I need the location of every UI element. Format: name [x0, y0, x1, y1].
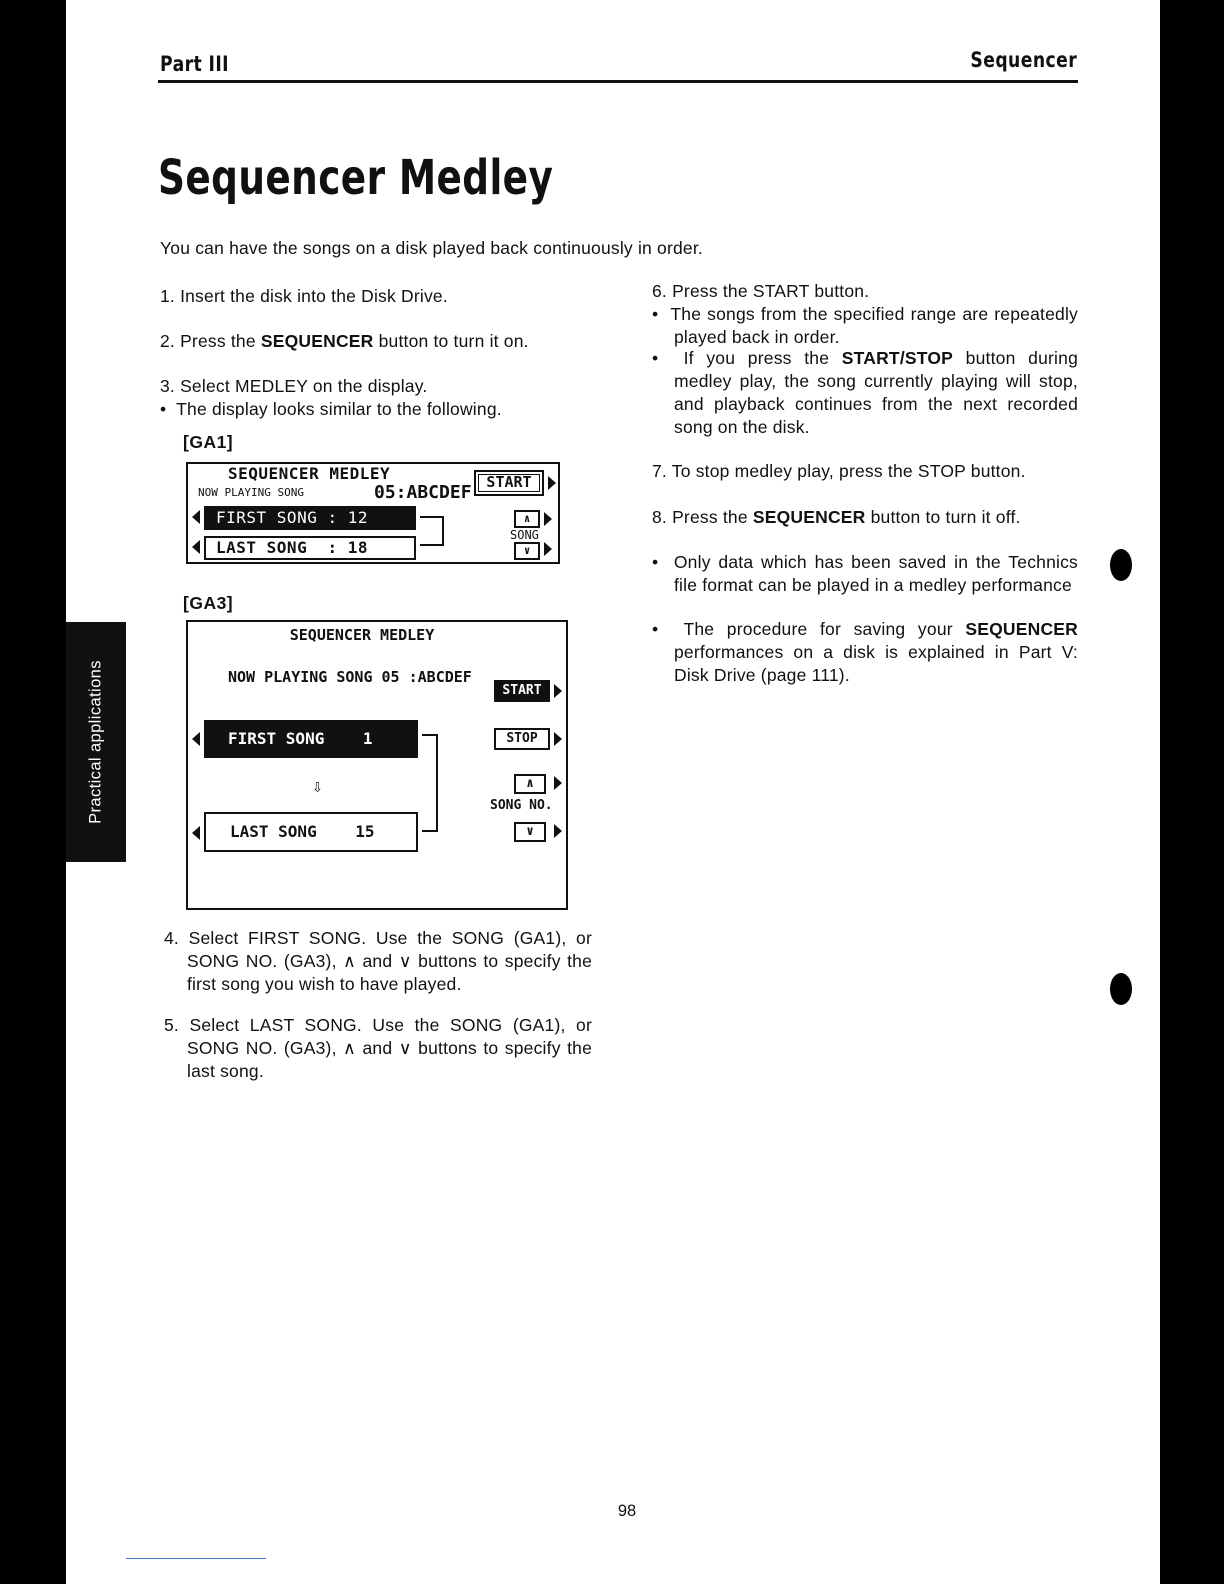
left-arrow-icon [192, 540, 200, 554]
ga1-title: SEQUENCER MEDLEY [228, 464, 391, 483]
right-arrow-icon [544, 542, 552, 556]
scan-border-left [0, 0, 66, 1584]
right-arrow-icon [554, 776, 562, 790]
binder-hole-icon [1110, 549, 1132, 581]
scan-border-right [1160, 0, 1224, 1584]
step-1: 1. Insert the disk into the Disk Drive. [160, 286, 448, 306]
right-arrow-icon [554, 824, 562, 838]
page-title: Sequencer Medley [158, 150, 554, 206]
step-8: 8. Press the SEQUENCER button to turn it off. [652, 507, 1021, 527]
note-1: • Only data which has been saved in the Technics file format can be played in a medley performance [652, 552, 1078, 595]
ga3-song-down-button[interactable]: ∨ [514, 822, 546, 842]
range-bracket [422, 734, 438, 832]
ga1-last-song[interactable]: LAST SONG : 18 [204, 536, 416, 560]
step-3-bullet: • The display looks similar to the following. [160, 399, 502, 419]
note-2: • The procedure for saving your SEQUENCER performances on a disk is explained in Part V: Disk Drive (page 111). [652, 619, 1079, 685]
binder-hole-icon [1110, 973, 1132, 1005]
step-6-bullet-1: • The songs from the specified range are repeatedly played back in order. [652, 304, 1079, 347]
step-7: 7. To stop medley play, press the STOP button. [652, 461, 1026, 481]
side-tab-label: Practical applications [86, 660, 105, 824]
left-arrow-icon [192, 826, 200, 840]
step-5: 5. Select LAST SONG. Use the SONG (GA1), or SONG NO. (GA3), ∧ and ∨ buttons to specify the last song. [164, 1015, 592, 1081]
step-6-bullet-2: • If you press the START/STOP button during medley play, the song currently playing will stop, and playback continues from the next recorded song on the disk. [652, 348, 1078, 437]
ga1-label: [GA1] [183, 432, 234, 452]
header-rule [158, 80, 1078, 83]
left-arrow-icon [192, 510, 200, 524]
ga3-stop-button[interactable]: STOP [494, 728, 550, 750]
ga1-current-song: 05:ABCDEF [374, 482, 472, 503]
ga1-now-playing: NOW PLAYING SONG [198, 486, 304, 499]
ga1-first-song[interactable]: FIRST SONG : 12 [204, 506, 416, 530]
down-arrow-icon: ⇩ [312, 776, 323, 797]
ga3-song-no-label: SONG NO. [490, 798, 553, 813]
ga1-song-down-button[interactable]: ∨ [514, 542, 540, 560]
ga1-song-up-button[interactable]: ∧ [514, 510, 540, 528]
ga3-now-playing: NOW PLAYING SONG 05 :ABCDEF [228, 668, 472, 686]
ga3-last-song[interactable]: LAST SONG 15 [204, 812, 418, 852]
header-section: Sequencer [970, 48, 1077, 72]
ga3-title: SEQUENCER MEDLEY [289, 626, 435, 644]
side-tab [66, 622, 126, 862]
ga3-song-up-button[interactable]: ∧ [514, 774, 546, 794]
ga1-start-button[interactable]: START [474, 470, 544, 496]
step-2: 2. Press the SEQUENCER button to turn it on. [160, 331, 529, 351]
left-arrow-icon [192, 732, 200, 746]
ga1-song-label: SONG [510, 528, 539, 542]
right-arrow-icon [544, 512, 552, 526]
ga1-display [186, 462, 560, 564]
ga3-start-button[interactable]: START [494, 680, 550, 702]
range-bracket [420, 516, 444, 546]
bottom-rule [126, 1558, 266, 1559]
page-number: 98 [617, 1502, 637, 1520]
ga3-first-song[interactable]: FIRST SONG 1 [204, 720, 418, 758]
step-6: 6. Press the START button. [652, 281, 870, 301]
right-arrow-icon [554, 732, 562, 746]
step-3: 3. Select MEDLEY on the display. [160, 376, 428, 396]
header-part: Part III [160, 52, 230, 76]
right-arrow-icon [548, 476, 556, 490]
step-4: 4. Select FIRST SONG. Use the SONG (GA1), or SONG NO. (GA3), ∧ and ∨ buttons to specify the first song you wish to have played. [164, 928, 592, 994]
intro-text: You can have the songs on a disk played back continuously in order. [160, 238, 703, 258]
right-arrow-icon [554, 684, 562, 698]
ga3-label: [GA3] [183, 593, 234, 613]
ga3-display [186, 620, 568, 910]
